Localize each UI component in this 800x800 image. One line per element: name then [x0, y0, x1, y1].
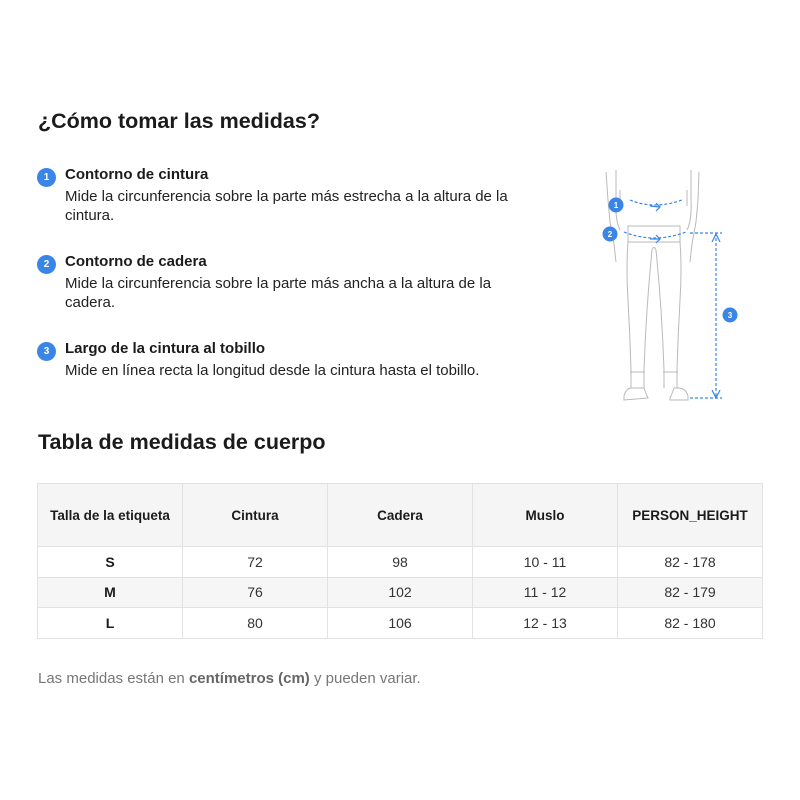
- cell-size: S: [38, 547, 183, 578]
- column-header-waist: Cintura: [183, 484, 328, 547]
- measurement-lines: [624, 200, 722, 398]
- column-header-height: PERSON_HEIGHT: [618, 484, 763, 547]
- step-number-badge: 1: [37, 168, 56, 187]
- table-row: [38, 577, 763, 608]
- marker-2: [603, 227, 618, 242]
- cell-waist: 72: [183, 547, 328, 578]
- step-waist: [37, 166, 537, 226]
- marker-1-label: 1: [613, 201, 619, 210]
- cell-hip: 106: [328, 608, 473, 639]
- marker-3-label: 3: [727, 311, 733, 320]
- cell-height: 82 - 178: [618, 547, 763, 578]
- column-header-thigh: Muslo: [473, 484, 618, 547]
- units-note: [38, 670, 421, 687]
- step-title: Largo de la cintura al tobillo: [65, 340, 266, 357]
- table-header-row: [38, 484, 763, 547]
- cell-size: M: [38, 577, 183, 608]
- cell-height: 82 - 179: [618, 577, 763, 608]
- units-note-suffix: y pueden variar.: [309, 670, 421, 687]
- marker-3: [723, 308, 738, 323]
- cell-thigh: 11 - 12: [473, 577, 618, 608]
- cell-hip: 98: [328, 547, 473, 578]
- step-description: Mide la circunferencia sobre la parte más ancha a la altura de la cadera.: [65, 275, 492, 311]
- step-hip: [37, 253, 537, 313]
- cell-height: 82 - 180: [618, 608, 763, 639]
- step-description: Mide la circunferencia sobre la parte más estrecha a la altura de la cintura.: [65, 188, 508, 224]
- units-note-prefix: Las medidas están en: [38, 670, 189, 687]
- body-measurement-illustration: [594, 160, 754, 412]
- cell-thigh: 10 - 11: [473, 547, 618, 578]
- marker-2-label: 2: [607, 230, 613, 239]
- cell-hip: 102: [328, 577, 473, 608]
- table-row: [38, 547, 763, 578]
- cell-size: L: [38, 608, 183, 639]
- cell-waist: 80: [183, 608, 328, 639]
- step-number-badge: 3: [37, 342, 56, 361]
- column-header-hip: Cadera: [328, 484, 473, 547]
- step-number-badge: 2: [37, 255, 56, 274]
- size-table: [37, 483, 763, 639]
- cell-thigh: 12 - 13: [473, 608, 618, 639]
- step-description: Mide en línea recta la longitud desde la cintura hasta el tobillo.: [65, 362, 480, 379]
- units-note-bold: centímetros (cm): [188, 670, 310, 687]
- table-row: [38, 608, 763, 639]
- step-title: Contorno de cadera: [65, 253, 207, 270]
- marker-1: [609, 198, 624, 213]
- size-table-title: Tabla de medidas de cuerpo: [38, 430, 326, 454]
- step-title: Contorno de cintura: [65, 166, 209, 183]
- column-header-size: Talla de la etiqueta: [38, 484, 183, 547]
- step-length: [37, 340, 537, 385]
- cell-waist: 76: [183, 577, 328, 608]
- measure-guide-title: ¿Cómo tomar las medidas?: [38, 109, 320, 133]
